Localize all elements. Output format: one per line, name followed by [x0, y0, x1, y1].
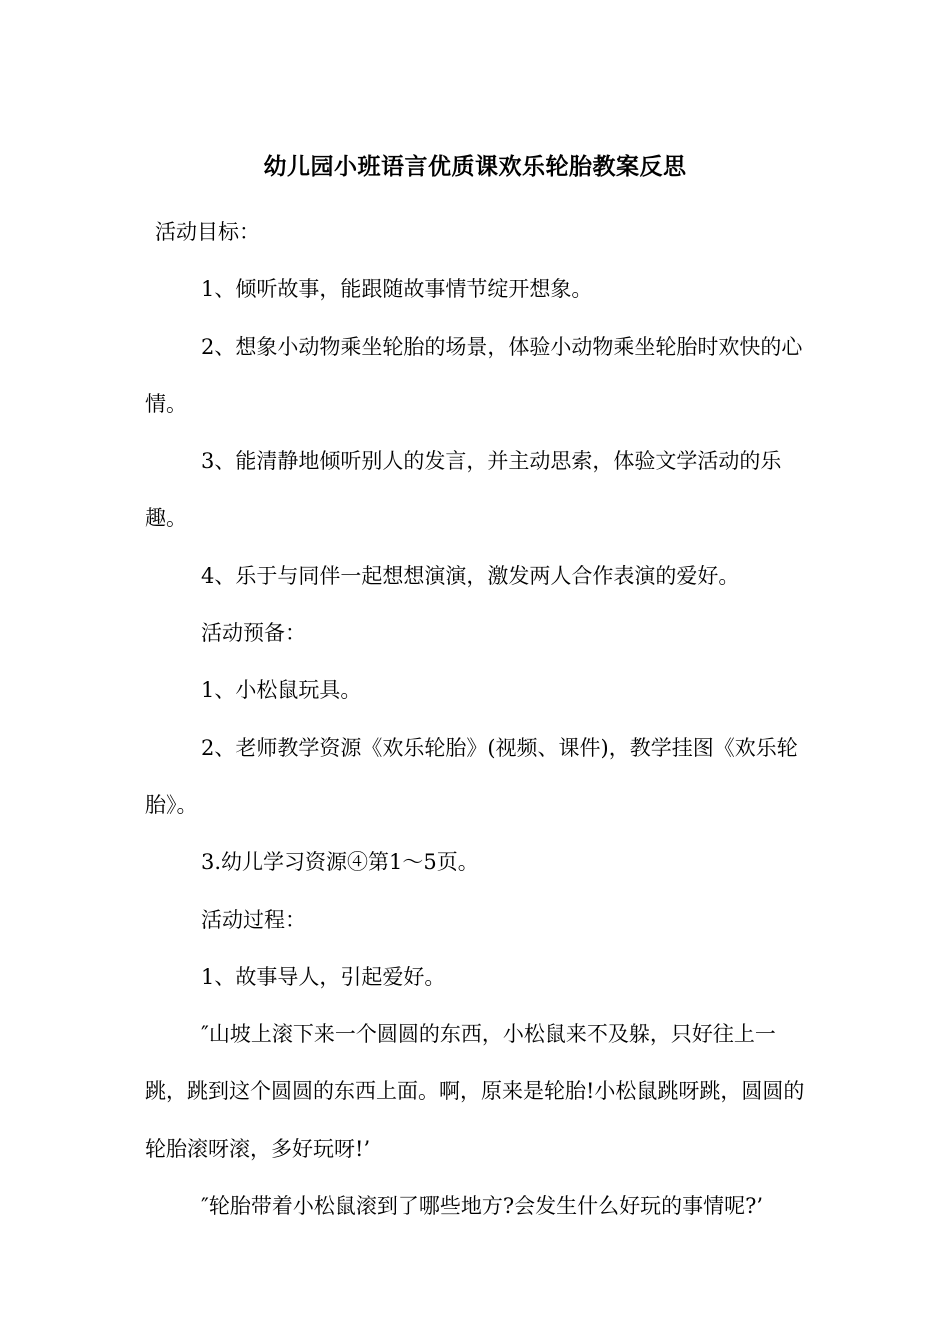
preparation-item-3: 3.幼儿学习资源④第1～5页。 [201, 850, 479, 875]
section-heading-process: 活动过程： [201, 907, 306, 932]
process-step-1: 1、故事导人，引起爱好。 [201, 964, 446, 989]
goal-item-1: 1、倾听故事，能跟随故事情节绽开想象。 [201, 277, 593, 302]
goal-item-3: 3、能清静地倾听别人的发言，并主动思索，体验文学活动的乐趣。 [145, 449, 782, 531]
preparation-item-2: 2、老师教学资源《欢乐轮胎》(视频、课件)，教学挂图《欢乐轮胎》。 [145, 735, 798, 817]
goal-item-4: 4、乐于与同伴一起想想演演，激发两人合作表演的爱好。 [201, 563, 740, 588]
section-heading-goals: 活动目标： [155, 220, 260, 244]
goal-item-2: 2、想象小动物乘坐轮胎的场景，体验小动物乘坐轮胎时欢快的心情。 [145, 334, 803, 416]
document-title: 幼儿园小班语言优质课欢乐轮胎教案反思 [263, 153, 687, 181]
section-heading-preparation: 活动预备： [201, 621, 306, 646]
story-question-paragraph: ″轮胎带着小松鼠滚到了哪些地方?会发生什么好玩的事情呢?’ [201, 1194, 764, 1219]
story-quote-paragraph: ″山坡上滚下来一个圆圆的东西，小松鼠来不及躲，只好往上一跳，跳到这个圆圆的东西上面。啊，原来是轮胎!小松鼠跳呀跳，圆圆的轮胎滚呀滚，多好玩呀!’ [145, 1022, 805, 1161]
preparation-item-1: 1、小松鼠玩具。 [201, 678, 362, 703]
document-body [145, 204, 809, 1235]
